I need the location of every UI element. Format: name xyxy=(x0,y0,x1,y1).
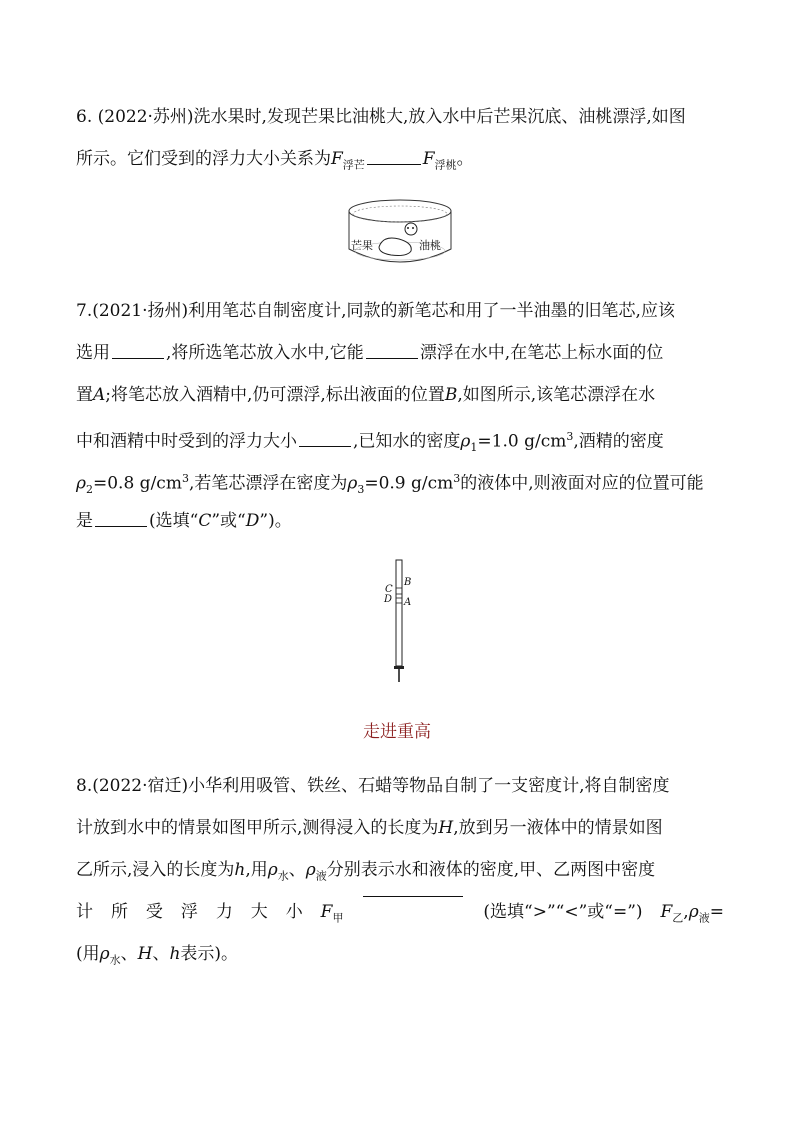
q8-line-2: 计放到水中的情景如图甲所示,测得浸入的长度为H,放到另一液体中的情景如图 xyxy=(76,818,663,838)
answer-blank-q8-1[interactable] xyxy=(363,895,463,897)
q7-line-3: 置A;将笔芯放入酒精中,仍可漂浮,标出液面的位置B,如图所示,该笔芯漂浮在水 xyxy=(76,385,656,405)
answer-blank-q7-4[interactable] xyxy=(95,525,147,527)
q8-line-1: 8.(2022·宿迁)小华利用吸管、铁丝、石蜡等物品自制了一支密度计,将自制密度 xyxy=(76,776,670,796)
basin-figure xyxy=(345,195,455,267)
label-A: A xyxy=(404,597,412,608)
q7-line-4: 中和酒精中时受到的浮力大小 ,已知水的密度$\rho_1=1.0$ $g/cm^3$,酒精的密度 xyxy=(76,430,664,455)
label-B: B xyxy=(404,577,412,588)
answer-blank-q6[interactable] xyxy=(367,163,421,165)
question-6 xyxy=(76,96,724,180)
q8-line-3: 乙所示,浸入的长度为h,用$\rho_水$、$\rho_液$分别表示水和液体的密度,甲、乙两图中密度 xyxy=(76,860,656,883)
q7-line-1: 7.(2021·扬州)利用笔芯自制密度计,同款的新笔芯和用了一半油墨的旧笔芯,应该 xyxy=(76,301,675,321)
label-D: D xyxy=(384,594,393,605)
q7-line-5: $\rho_2=0.8$ $g/cm^3$,若笔芯漂浮在密度为$\rho_3=0.9$ $g/cm^3$的液体中,则液面对应的位置可能 xyxy=(76,472,704,497)
section-heading: 走进重高 xyxy=(363,722,431,742)
q7-line-6: 是 (选填“C”或“D”)。 xyxy=(76,511,292,531)
answer-blank-q7-1[interactable] xyxy=(112,357,164,359)
q6-line-1: 6. (2022·苏州)洗水果时,发现芒果比油桃大,放入水中后芒果沉底、油桃漂浮,如图 xyxy=(76,107,686,127)
label-C: C xyxy=(385,584,393,595)
sub-mango: 浮芒 xyxy=(342,158,365,172)
q7-line-2: 选用 ,将所选笔芯放入水中,它能 漂浮在水中,在笔芯上标水面的位 xyxy=(76,343,664,363)
q8-line-5: (用$\rho_水$、H、h表示)。 xyxy=(76,944,239,967)
q8-line-4: 计 所 受 浮 力 大 小 $F_甲$ (选填“>”“<”或“=”) $F_乙,\rho_液=$ xyxy=(76,891,724,933)
pen-refill-figure xyxy=(376,558,426,684)
answer-blank-q7-2[interactable] xyxy=(366,357,418,359)
mango-shape xyxy=(379,238,411,256)
question-7 xyxy=(76,290,724,542)
label-peach: 油桃 xyxy=(419,240,441,252)
q6-line-2: 所示。它们受到的浮力大小关系为$F_{浮芒}$ $F_{浮桃}$。 xyxy=(76,149,474,172)
label-mango: 芒果 xyxy=(351,240,373,252)
question-8 xyxy=(76,765,724,975)
peach-shape xyxy=(405,223,417,235)
sub-peach: 浮桃 xyxy=(434,158,457,172)
answer-blank-q7-3[interactable] xyxy=(299,445,351,447)
